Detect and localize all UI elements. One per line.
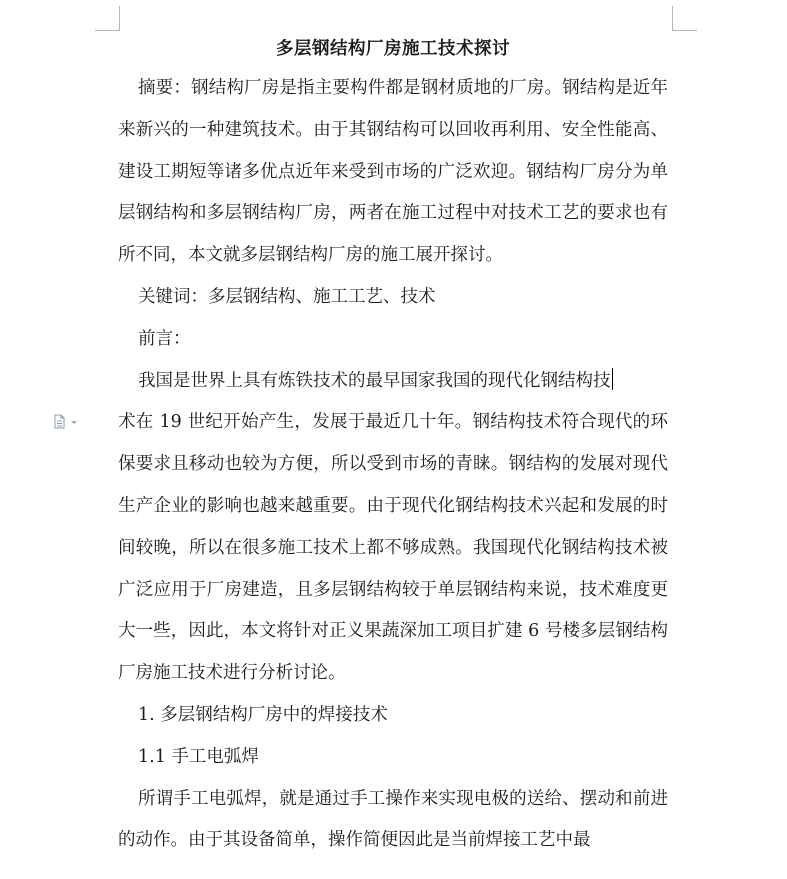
section-1-heading: 1. 多层钢结构厂房中的焊接技术 <box>138 704 388 725</box>
keywords-paragraph: 关键词：多层钢结构、施工工艺、技术 <box>138 286 436 307</box>
preface-first-line: 我国是世界上具有炼铁技术的最早国家我国的现代化钢结构技 <box>138 370 611 391</box>
paragraph-marker-icon[interactable] <box>53 414 83 430</box>
preface-body: 术在 19 世纪开始产生，发展于最近几十年。钢结构技术符合现代的环保要求且移动也较为方便，所以受到市场的青睐。钢结构的发展对现代生产企业的影响也越来越重要。由于现代化钢结构技术兴起和发展的时间较晚，所以在很多施工技术上都不够成熟。我国现代化钢结构技术被广泛应用于厂房建造，且多层钢结构较于单层钢结构来说，技术难度更大一些，因此，本文将针对正义果蔬深加工项目扩建 6 号楼多层钢结构厂房施工技术进行分析讨论。 <box>118 412 668 684</box>
document-title: 多层钢结构厂房施工技术探讨 <box>276 39 510 59</box>
document-page[interactable] <box>118 30 668 862</box>
preface-heading: 前言： <box>138 328 191 349</box>
section-1-1-heading: 1.1 手工电弧焊 <box>138 746 259 767</box>
page-corner-mark-top-right <box>672 6 697 31</box>
text-cursor <box>612 368 614 390</box>
abstract-paragraph: 摘要：钢结构厂房是指主要构件都是钢材质地的厂房。钢结构是近年来新兴的一种建筑技术。由于其钢结构可以回收再利用、安全性能高、建设工期短等诸多优点近年来受到市场的广泛欢迎。钢结构厂房分为单层钢结构和多层钢结构厂房，两者在施工过程中对技术工艺的要求也有所不同，本文就多层钢结构厂房的施工展开探讨。 <box>118 78 668 266</box>
page-corner-mark-top-left <box>95 6 120 31</box>
preface-paragraph <box>118 361 668 695</box>
section-1-1-body: 所谓手工电弧焊，就是通过手工操作来实现电极的送给、摆动和前进的动作。由于其设备简单，操作简便因此是当前焊接工艺中最 <box>118 788 668 851</box>
